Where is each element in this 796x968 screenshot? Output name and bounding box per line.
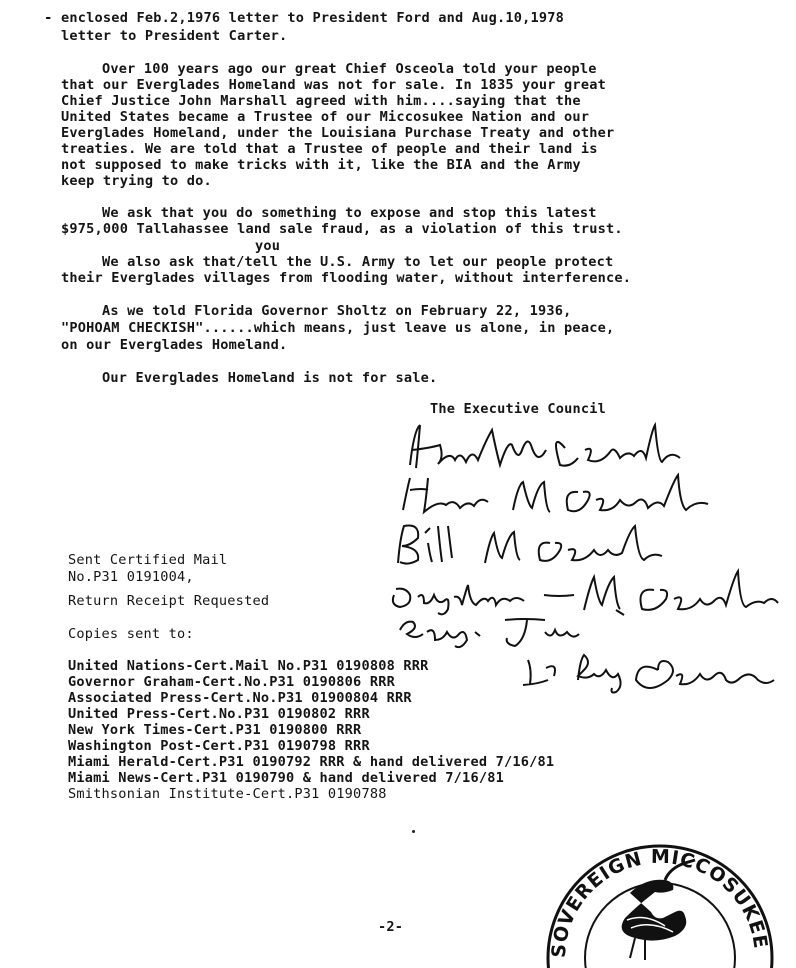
mailing-line-1: Sent Certified Mail bbox=[68, 552, 228, 568]
list-item: Associated Press-Cert.No.P31 01900804 RRR bbox=[68, 690, 412, 706]
para5-line: Our Everglades Homeland is not for sale. bbox=[102, 370, 438, 386]
para2-line-2: $975,000 Tallahassee land sale fraud, as a violation of this trust. bbox=[61, 221, 623, 237]
para1-line-1: Over 100 years ago our great Chief Osceola told your people bbox=[102, 61, 597, 77]
closing-executive-council: The Executive Council bbox=[430, 401, 607, 417]
page-number: -2- bbox=[378, 919, 404, 935]
margin-mark: - bbox=[44, 10, 53, 26]
para1-line-6: treaties. We are told that a Trustee of people and their land is bbox=[61, 141, 598, 157]
list-item: Miami News-Cert.P31 0190790 & hand delivered 7/16/81 bbox=[68, 770, 504, 786]
para4-line-1: As we told Florida Governor Sholtz on February 22, 1936, bbox=[102, 303, 572, 319]
list-item: New York Times-Cert.P31 0190800 RRR bbox=[68, 722, 362, 738]
para3-line-1: We also ask that/tell the U.S. Army to let our people protect bbox=[102, 254, 614, 270]
para4-line-2: "POHOAM CHECKISH"......which means, just leave us alone, in peace, bbox=[61, 320, 615, 336]
para1-line-7: not supposed to make tricks with it, like the BIA and the Army bbox=[61, 157, 581, 173]
list-item: United Press-Cert.No.P31 0190802 RRR bbox=[68, 706, 370, 722]
nation-seal-icon bbox=[525, 791, 785, 968]
list-item: Miami Herald-Cert.P31 0190792 RRR & hand delivered 7/16/81 bbox=[68, 754, 555, 770]
signature-6-icon bbox=[518, 640, 778, 700]
para1-line-8: keep trying to do. bbox=[61, 173, 212, 189]
intro-line-1: enclosed Feb.2,1976 letter to President Ford and Aug.10,1978 bbox=[61, 10, 565, 26]
stray-dot bbox=[412, 830, 415, 833]
para4-line-3: on our Everglades Homeland. bbox=[61, 337, 288, 353]
para1-line-2: that our Everglades Homeland was not for sale. In 1835 your great bbox=[61, 77, 606, 93]
para3-line-2: their Everglades villages from flooding water, without interference. bbox=[61, 270, 632, 286]
list-item: Washington Post-Cert.P31 0190798 RRR bbox=[68, 738, 370, 754]
list-item: Smithsonian Institute-Cert.P31 0190788 bbox=[68, 786, 387, 802]
para1-line-3: Chief Justice John Marshall agreed with him....saying that the bbox=[61, 93, 581, 109]
intro-line-2: letter to President Carter. bbox=[61, 28, 288, 44]
para1-line-4: United States became a Trustee of our Miccosukee Nation and our bbox=[61, 109, 590, 125]
mailing-line-3: Return Receipt Requested bbox=[68, 593, 270, 609]
list-item: United Nations-Cert.Mail No.P31 0190808 RRR bbox=[68, 658, 429, 674]
copies-label: Copies sent to: bbox=[68, 626, 194, 642]
insertion-word: you bbox=[255, 238, 281, 254]
seal-text: SOVEREIGN MICCOSUKEE SEMINOLE NATION bbox=[525, 791, 773, 959]
para1-line-5: Everglades Homeland, under the Louisiana Purchase Treaty and other bbox=[61, 125, 615, 141]
para2-line-1: We ask that you do something to expose and stop this latest bbox=[102, 205, 597, 221]
signature-2-icon bbox=[398, 470, 718, 520]
list-item: Governor Graham-Cert.No.P31 0190806 RRR bbox=[68, 674, 395, 690]
mailing-line-2: No.P31 0191004, bbox=[68, 569, 194, 585]
